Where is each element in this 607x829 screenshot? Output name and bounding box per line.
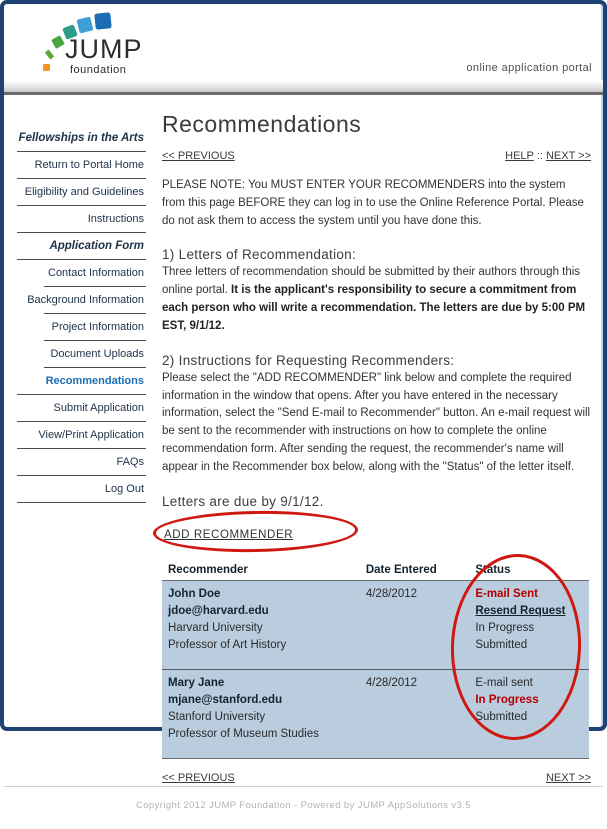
section1-body xyxy=(162,264,591,335)
sidebar-section-fellowships: Fellowships in the Arts xyxy=(17,125,146,152)
section2-heading: 2) Instructions for Requesting Recommenders: xyxy=(162,352,455,368)
date-entered: 4/28/2012 xyxy=(365,587,418,600)
recommender-organization: Harvard University xyxy=(168,622,263,635)
main-content xyxy=(152,95,603,786)
status-in-progress: In Progress xyxy=(475,622,535,635)
status-email-sent: E-mail sent xyxy=(475,676,533,689)
status-in-progress: In Progress xyxy=(475,693,539,706)
status-cell xyxy=(475,675,589,744)
recommender-cell xyxy=(168,675,366,744)
column-header-status: Status xyxy=(475,563,511,576)
recommender-table xyxy=(162,561,589,759)
sidebar-section-application-form: Application Form xyxy=(17,233,146,260)
logo-wordmark: JUMP xyxy=(65,34,143,64)
column-header-date-entered: Date Entered xyxy=(365,563,437,576)
table-body xyxy=(162,580,589,759)
resend-request-link[interactable]: Resend Request xyxy=(475,604,566,617)
sidebar-item-background-information[interactable]: Background Information xyxy=(17,287,146,314)
sidebar-item-recommendations[interactable]: Recommendations xyxy=(17,368,146,395)
recommender-organization: Stanford University xyxy=(168,711,266,724)
bottom-nav-row xyxy=(162,772,591,784)
nav-separator: :: xyxy=(536,150,543,162)
previous-link-bottom[interactable]: << PREVIOUS xyxy=(162,771,235,784)
next-link-top[interactable]: NEXT >> xyxy=(545,150,591,162)
table-row xyxy=(162,669,589,758)
section1-heading: 1) Letters of Recommendation: xyxy=(162,247,357,263)
status-submitted: Submitted xyxy=(475,711,528,724)
sidebar-item-faqs[interactable]: FAQs xyxy=(17,449,146,476)
sidebar-item-eligibility[interactable]: Eligibility and Guidelines xyxy=(17,179,146,206)
page-title: Recommendations xyxy=(162,111,362,137)
recommender-email: mjane@stanford.edu xyxy=(168,693,283,706)
sidebar-item-log-out[interactable]: Log Out xyxy=(17,476,146,503)
sidebar-item-contact-information[interactable]: Contact Information xyxy=(17,260,146,287)
recommender-email: jdoe@harvard.edu xyxy=(168,604,269,617)
date-entered-cell xyxy=(366,586,475,655)
status-cell xyxy=(475,586,589,655)
recommender-title: Professor of Museum Studies xyxy=(168,728,319,741)
jump-foundation-logo xyxy=(38,8,188,78)
sidebar-item-view-print-application[interactable]: View/Print Application xyxy=(17,422,146,449)
sidebar-item-project-information[interactable]: Project Information xyxy=(17,314,146,341)
section2-body: Please select the "ADD RECOMMENDER" link below and complete the required information in the window that opens. After you have entered in the necessary information, select the "Send E-mail to Recommender" button. An e-mail request will be sent to the recommender with instructions on how to complete the online recommendation form. After sending the request, the recommender's name will appear in the Recommender box below, along with the "Status" of the letter itself. xyxy=(162,371,591,473)
next-link-bottom[interactable]: NEXT >> xyxy=(545,771,591,784)
status-email-sent: E-mail Sent xyxy=(475,587,538,600)
portal-label: online application portal xyxy=(466,62,592,74)
recommender-name: John Doe xyxy=(168,587,221,600)
add-recommender-link[interactable]: ADD RECOMMENDER xyxy=(164,528,294,541)
sidebar-item-submit-application[interactable]: Submit Application xyxy=(17,395,146,422)
help-link[interactable]: HELP xyxy=(505,150,534,162)
date-entered-cell xyxy=(366,675,475,744)
letters-due-line: Letters are due by 9/1/12. xyxy=(162,493,324,509)
please-note-paragraph: PLEASE NOTE: You MUST ENTER YOUR RECOMMENDERS into the system from this page BEFORE they can log in to use the Online Reference Portal. Please do not ask them to access the system until you have done this. xyxy=(162,179,584,227)
sidebar-item-instructions[interactable]: Instructions xyxy=(17,206,146,233)
footer: Copyright 2012 JUMP Foundation - Powered by JUMP AppSolutions v3.5 xyxy=(4,786,603,829)
column-header-recommender: Recommender xyxy=(168,563,248,576)
sidebar-nav xyxy=(4,95,152,503)
top-nav-row xyxy=(162,150,591,162)
status-submitted: Submitted xyxy=(475,639,528,652)
header-divider-bar xyxy=(4,80,603,95)
section1-body-normal: Three letters of recommendation should be submitted by their authors through this online portal. xyxy=(162,266,581,297)
recommender-title: Professor of Art History xyxy=(168,639,287,652)
date-entered: 4/28/2012 xyxy=(365,676,418,689)
header xyxy=(4,4,603,80)
recommender-cell xyxy=(168,586,366,655)
table-header-row xyxy=(162,561,589,580)
section1-body-bold: It is the applicant's responsibility to secure a commitment from each person who will write a recommendation. The letters are due by 5:00 PM EST, 9/1/12. xyxy=(162,284,586,332)
recommender-name: Mary Jane xyxy=(168,676,225,689)
add-recommender-wrap xyxy=(164,525,293,543)
sidebar-item-document-uploads[interactable]: Document Uploads xyxy=(17,341,146,368)
previous-link-top[interactable]: << PREVIOUS xyxy=(162,150,235,162)
logo-subtitle: foundation xyxy=(70,64,127,76)
table-row xyxy=(162,581,589,669)
sidebar-item-return-home[interactable]: Return to Portal Home xyxy=(17,152,146,179)
